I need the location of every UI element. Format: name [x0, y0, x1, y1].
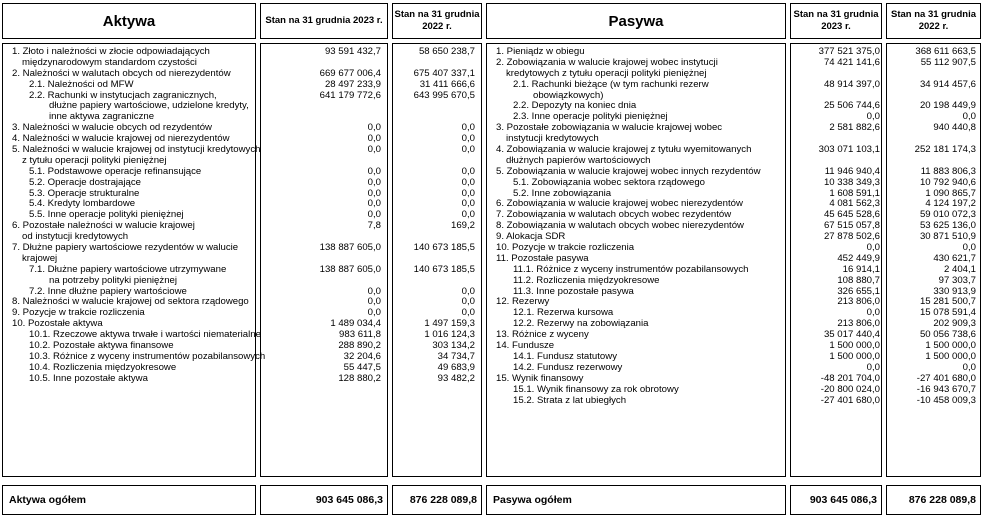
aktywa-row-value-2022: 31 411 666,6: [419, 78, 475, 90]
pasywa-row-value-2023: 10 338 349,3: [823, 176, 880, 188]
pasywa-row-value-2022: 15 078 591,4: [919, 307, 976, 319]
aktywa-row-label: 10.4. Rozliczenia międzyokresowe: [29, 361, 177, 373]
aktywa-row-value-2022: 140 673 185,5: [413, 263, 475, 275]
pasywa-rows: [486, 47, 981, 406]
pasywa-total-2023: 903 645 086,3: [790, 485, 882, 515]
pasywa-row-label: obowiązkowych): [533, 89, 604, 101]
aktywa-row-value-2023: 0,0: [367, 285, 381, 297]
pasywa-row: [486, 276, 981, 287]
pasywa-row-value-2023: 16 914,1: [842, 263, 880, 275]
aktywa-row-value-2022: 0,0: [461, 133, 475, 145]
aktywa-row-label: od instytucji kredytowych: [22, 231, 129, 243]
pasywa-row-label: 14.1. Fundusz statutowy: [513, 350, 617, 362]
pasywa-row-label: 15.1. Wynik finansowy za rok obrotowy: [513, 383, 679, 395]
aktywa-row-value-2022: 0,0: [461, 307, 475, 319]
aktywa-row-value-2022: 0,0: [461, 187, 475, 199]
aktywa-row-value-2023: 138 887 605,0: [319, 263, 381, 275]
pasywa-total-label: Pasywa ogółem: [486, 485, 786, 515]
aktywa-row-label: 5.3. Operacje strukturalne: [29, 187, 140, 199]
aktywa-row-value-2022: 303 134,2: [432, 340, 475, 352]
aktywa-row-value-2023: 32 204,6: [343, 350, 381, 362]
pasywa-row-value-2022: 53 625 136,0: [919, 220, 976, 232]
aktywa-row-value-2023: 28 497 233,9: [324, 78, 381, 90]
aktywa-row-value-2023: 0,0: [367, 187, 381, 199]
pasywa-row-label: 6. Zobowiązania w walucie krajowej wobec nierezydentów: [496, 198, 743, 210]
aktywa-row-label: dłużne papiery wartościowe, udzielone kredyty,: [49, 100, 249, 112]
pasywa-row-label: 5. Zobowiązania w walucie krajowej wobec innych rezydentów: [496, 165, 761, 177]
pasywa-row-value-2022: 330 913,9: [933, 285, 976, 297]
pasywa-row-value-2023: 452 449,9: [837, 252, 880, 264]
aktywa-row-label: 10.3. Różnice z wyceny instrumentów pozabilansowych: [29, 350, 266, 362]
pasywa-row-value-2023: 0,0: [866, 361, 880, 373]
pasywa-row-label: 15.2. Strata z lat ubiegłych: [513, 394, 627, 406]
aktywa-row-value-2023: 0,0: [367, 209, 381, 221]
pasywa-row-label: 12.1. Rezerwa kursowa: [513, 307, 614, 319]
pasywa-row-value-2022: 97 303,7: [938, 274, 976, 286]
pasywa-row: [486, 287, 981, 298]
pasywa-row-value-2022: 10 792 940,6: [919, 176, 976, 188]
aktywa-row-label: 7.2. Inne dłużne papiery wartościowe: [29, 285, 187, 297]
aktywa-row-label: 1. Złoto i należności w złocie odpowiadających: [12, 46, 210, 57]
pasywa-row: [486, 80, 981, 91]
aktywa-row-value-2023: 128 880,2: [338, 372, 381, 384]
aktywa-row-label: na potrzeby polityki pieniężnej: [49, 274, 177, 286]
aktywa-col-2022-header: Stan na 31 grudnia 2022 r.: [392, 3, 482, 39]
pasywa-row-label: 11.3. Inne pozostałe pasywa: [513, 285, 634, 297]
pasywa-row-label: 14. Fundusze: [496, 340, 555, 352]
aktywa-row-value-2022: 675 407 337,1: [413, 67, 475, 79]
aktywa-row-label: 10.5. Inne pozostałe aktywa: [29, 372, 148, 384]
pasywa-row-label: 5.1. Zobowiązania wobec sektora rządowego: [513, 176, 705, 188]
aktywa-row-label: 3. Należności w walucie obcych od rezydentów: [12, 122, 212, 134]
aktywa-row-value-2022: 0,0: [461, 144, 475, 156]
aktywa-row-label: 5.5. Inne operacje polityki pieniężnej: [29, 209, 184, 221]
pasywa-row-value-2023: 213 806,0: [837, 318, 880, 330]
aktywa-row-value-2022: 0,0: [461, 209, 475, 221]
pasywa-row-value-2022: 55 112 907,5: [920, 56, 976, 68]
balance-sheet: [2, 3, 981, 515]
pasywa-row-value-2023: 0,0: [866, 111, 880, 123]
aktywa-row-value-2022: 0,0: [461, 285, 475, 297]
pasywa-row-label: 8. Zobowiązania w walutach obcych wobec nierezydentów: [496, 220, 744, 232]
pasywa-row-value-2023: 48 914 397,0: [823, 78, 880, 90]
aktywa-row-value-2022: 0,0: [461, 165, 475, 177]
pasywa-row-value-2022: 15 281 500,7: [919, 296, 976, 308]
pasywa-row-label: 5.2. Inne zobowiązania: [513, 187, 612, 199]
pasywa-row-label: 2.1. Rachunki bieżące (w tym rachunki rezerw: [513, 78, 709, 90]
aktywa-row-value-2023: 93 591 432,7: [324, 46, 381, 57]
pasywa-row-value-2023: 1 500 000,0: [829, 350, 880, 362]
pasywa-row-value-2023: 11 946 940,4: [824, 165, 880, 177]
aktywa-row-value-2022: 49 683,9: [437, 361, 475, 373]
pasywa-row-value-2022: 59 010 072,3: [919, 209, 976, 221]
aktywa-row-value-2022: 0,0: [461, 122, 475, 134]
pasywa-row-label: 11.1. Różnice z wyceny instrumentów pozabilansowych: [513, 263, 749, 275]
pasywa-row-value-2023: 377 521 375,0: [818, 46, 880, 57]
pasywa-row: [486, 374, 981, 385]
aktywa-row-value-2023: 983 611,8: [339, 329, 381, 341]
aktywa-row-value-2022: 93 482,2: [437, 372, 475, 384]
pasywa-row-value-2022: -27 401 680,0: [916, 372, 976, 384]
aktywa-row-label: 7.1. Dłużne papiery wartościowe utrzymywane: [29, 263, 227, 275]
pasywa-row-label: 11.2. Rozliczenia międzyokresowe: [513, 274, 660, 286]
pasywa-row-value-2022: 940 440,8: [933, 122, 976, 134]
aktywa-row-label: 2. Należności w walutach obcych od nierezydentów: [12, 67, 231, 79]
aktywa-row-value-2022: 0,0: [461, 198, 475, 210]
aktywa-col-2023-header: Stan na 31 grudnia 2023 r.: [260, 3, 388, 39]
pasywa-row-label: 13. Różnice z wyceny: [496, 329, 589, 341]
pasywa-row: [486, 330, 981, 341]
aktywa-row-value-2022: 1 497 159,3: [424, 318, 475, 330]
aktywa-row-label: 5. Należności w walucie krajowej od instytucji kredytowych: [12, 144, 261, 156]
pasywa-row-value-2023: 67 515 057,8: [823, 220, 880, 232]
pasywa-col-2022-header: Stan na 31 grudnia 2022 r.: [886, 3, 981, 39]
aktywa-row-label: 10.2. Pozostałe aktywa finansowe: [29, 340, 174, 352]
pasywa-row-value-2023: 1 500 000,0: [829, 340, 880, 352]
pasywa-row-value-2022: 0,0: [962, 111, 976, 123]
pasywa-row-value-2023: 213 806,0: [837, 296, 880, 308]
aktywa-total-label: Aktywa ogółem: [2, 485, 256, 515]
pasywa-row-value-2023: -48 201 704,0: [820, 372, 880, 384]
aktywa-row: [2, 80, 482, 91]
pasywa-row-value-2023: 4 081 562,3: [829, 198, 880, 210]
aktywa-row-value-2022: 169,2: [450, 220, 475, 232]
pasywa-row-value-2023: 45 645 528,6: [823, 209, 880, 221]
aktywa-row-value-2023: 641 179 772,6: [319, 89, 381, 101]
pasywa-row-label: 14.2. Fundusz rezerwowy: [513, 361, 623, 373]
pasywa-row-value-2022: 202 909,3: [933, 318, 976, 330]
aktywa-title: Aktywa: [2, 3, 256, 39]
aktywa-row-label: krajowej: [22, 252, 58, 264]
pasywa-row-value-2022: 1 500 000,0: [925, 350, 976, 362]
aktywa-row-value-2023: 0,0: [367, 176, 381, 188]
pasywa-row-value-2023: 303 071 103,1: [818, 144, 880, 156]
aktywa-row-value-2022: 0,0: [461, 296, 475, 308]
aktywa-row-label: 9. Pozycje w trakcie rozliczenia: [12, 307, 145, 319]
pasywa-row-label: 12. Rezerwy: [496, 296, 550, 308]
aktywa-row-value-2022: 140 673 185,5: [413, 242, 475, 254]
aktywa-row-value-2022: 1 016 124,3: [424, 329, 475, 341]
aktywa-row-value-2023: 0,0: [367, 307, 381, 319]
pasywa-row-value-2022: 30 871 510,9: [919, 231, 976, 243]
pasywa-row-value-2022: -16 943 670,7: [916, 383, 976, 395]
pasywa-row-value-2022: 20 198 449,9: [919, 100, 976, 112]
aktywa-row: [2, 374, 482, 385]
pasywa-row: [486, 385, 981, 396]
pasywa-row-value-2022: 0,0: [962, 361, 976, 373]
pasywa-row-label: 4. Zobowiązania w walucie krajowej z tytułu wyemitowanych: [496, 144, 752, 156]
aktywa-row: [2, 243, 482, 254]
aktywa-row-label: 5.1. Podstawowe operacje refinansujące: [29, 165, 202, 177]
pasywa-col-2023-header: Stan na 31 grudnia 2023 r.: [790, 3, 882, 39]
aktywa-row-label: 6. Pozostałe należności w walucie krajowej: [12, 220, 195, 232]
pasywa-row-value-2023: 27 878 502,6: [823, 231, 880, 243]
aktywa-row-value-2023: 0,0: [367, 144, 381, 156]
pasywa-row-value-2023: 2 581 882,6: [829, 122, 880, 134]
aktywa-row-label: 2.1. Należności od MFW: [29, 78, 134, 90]
pasywa-row-label: 10. Pozycje w trakcie rozliczenia: [496, 242, 635, 254]
pasywa-row-value-2023: 74 421 141,6: [823, 56, 880, 68]
pasywa-row-value-2022: 252 181 174,3: [914, 144, 976, 156]
pasywa-row-label: 2.2. Depozyty na koniec dnia: [513, 100, 637, 112]
aktywa-row-label: 8. Należności w walucie krajowej od sektora rządowego: [12, 296, 249, 308]
pasywa-row-value-2023: 25 506 744,6: [823, 100, 880, 112]
pasywa-row-value-2023: 0,0: [866, 307, 880, 319]
aktywa-row-value-2023: 55 447,5: [343, 361, 381, 373]
aktywa-row: [2, 276, 482, 287]
aktywa-row-value-2023: 7,8: [367, 220, 381, 232]
pasywa-row-label: 11. Pozostałe pasywa: [496, 252, 589, 264]
pasywa-row: [486, 396, 981, 407]
aktywa-row-value-2023: 0,0: [367, 165, 381, 177]
pasywa-row-label: dłużnych papierów wartościowych: [506, 154, 651, 166]
pasywa-row-value-2023: 35 017 440,4: [823, 329, 880, 341]
pasywa-total-2022: 876 228 089,8: [886, 485, 981, 515]
aktywa-row-value-2023: 138 887 605,0: [319, 242, 381, 254]
aktywa-row: [2, 178, 482, 189]
aktywa-row-label: inne aktywa zagraniczne: [49, 111, 155, 123]
aktywa-row-value-2023: 0,0: [367, 198, 381, 210]
aktywa-row-label: 10.1. Rzeczowe aktywa trwałe i wartości niematerialne: [29, 329, 261, 341]
aktywa-row-value-2023: 1 489 034,4: [330, 318, 381, 330]
pasywa-row-label: 3. Pozostałe zobowiązania w walucie krajowej wobec: [496, 122, 723, 134]
pasywa-row-value-2022: 50 056 738,6: [919, 329, 976, 341]
pasywa-row-value-2022: 34 914 457,6: [919, 78, 976, 90]
aktywa-row-label: z tytułu operacji polityki pieniężnej: [22, 154, 167, 166]
pasywa-row-label: 1. Pieniądz w obiegu: [496, 46, 585, 57]
pasywa-row-value-2022: 4 124 197,2: [925, 198, 976, 210]
pasywa-row: [486, 178, 981, 189]
pasywa-row-value-2022: 368 611 663,5: [915, 46, 976, 57]
pasywa-row-value-2023: 108 880,7: [837, 274, 880, 286]
pasywa-row-value-2023: 326 655,1: [837, 285, 880, 297]
aktywa-total-2023: 903 645 086,3: [260, 485, 388, 515]
pasywa-row-label: kredytowych z tytułu operacji polityki pieniężnej: [506, 67, 707, 79]
pasywa-row-value-2022: 1 500 000,0: [925, 340, 976, 352]
aktywa-row-value-2022: 34 734,7: [437, 350, 475, 362]
pasywa-row-value-2023: -20 800 024,0: [820, 383, 880, 395]
pasywa-row-value-2022: 430 621,7: [933, 252, 976, 264]
aktywa-row-value-2022: 0,0: [461, 176, 475, 188]
pasywa-row-value-2022: -10 458 009,3: [916, 394, 976, 406]
aktywa-row-value-2023: 0,0: [367, 122, 381, 134]
pasywa-row-label: 12.2. Rezerwy na zobowiązania: [513, 318, 649, 330]
pasywa-row-label: instytucji kredytowych: [506, 133, 599, 145]
aktywa-total-2022: 876 228 089,8: [392, 485, 482, 515]
aktywa-row-label: 4. Należności w walucie krajowej od nierezydentów: [12, 133, 230, 145]
aktywa-row-value-2023: 288 890,2: [338, 340, 381, 352]
pasywa-row-value-2022: 2 404,1: [943, 263, 976, 275]
aktywa-row-value-2022: 58 650 238,7: [418, 46, 475, 57]
aktywa-row-label: 7. Dłużne papiery wartościowe rezydentów w walucie: [12, 242, 239, 254]
aktywa-row-label: 2.2. Rachunki w instytucjach zagranicznych,: [29, 89, 217, 101]
pasywa-title: Pasywa: [486, 3, 786, 39]
pasywa-row-label: 15. Wynik finansowy: [496, 372, 584, 384]
pasywa-row-label: 2.3. Inne operacje polityki pieniężnej: [513, 111, 668, 123]
pasywa-row-label: 9. Alokacja SDR: [496, 231, 566, 243]
aktywa-row-label: 5.4. Kredyty lombardowe: [29, 198, 136, 210]
pasywa-row-value-2022: 11 883 806,3: [920, 165, 976, 177]
aktywa-row-value-2023: 0,0: [367, 133, 381, 145]
aktywa-rows: [2, 47, 482, 385]
pasywa-row-label: 7. Zobowiązania w walutach obcych wobec rezydentów: [496, 209, 732, 221]
pasywa-row-label: 2. Zobowiązania w walucie krajowej wobec instytucji: [496, 56, 718, 68]
pasywa-row-value-2022: 1 090 865,7: [925, 187, 976, 199]
aktywa-row-label: międzynarodowym standardom czystości: [22, 56, 197, 68]
pasywa-row-value-2022: 0,0: [962, 242, 976, 254]
pasywa-row-value-2023: -27 401 680,0: [820, 394, 880, 406]
aktywa-row-value-2022: 643 995 670,5: [413, 89, 475, 101]
pasywa-row-value-2023: 0,0: [866, 242, 880, 254]
aktywa-row-value-2023: 669 677 006,4: [319, 67, 381, 79]
aktywa-row-label: 5.2. Operacje dostrajające: [29, 176, 141, 188]
aktywa-row-value-2023: 0,0: [367, 296, 381, 308]
aktywa-row-label: 10. Pozostałe aktywa: [12, 318, 103, 330]
pasywa-row-value-2023: 1 608 591,1: [829, 187, 880, 199]
